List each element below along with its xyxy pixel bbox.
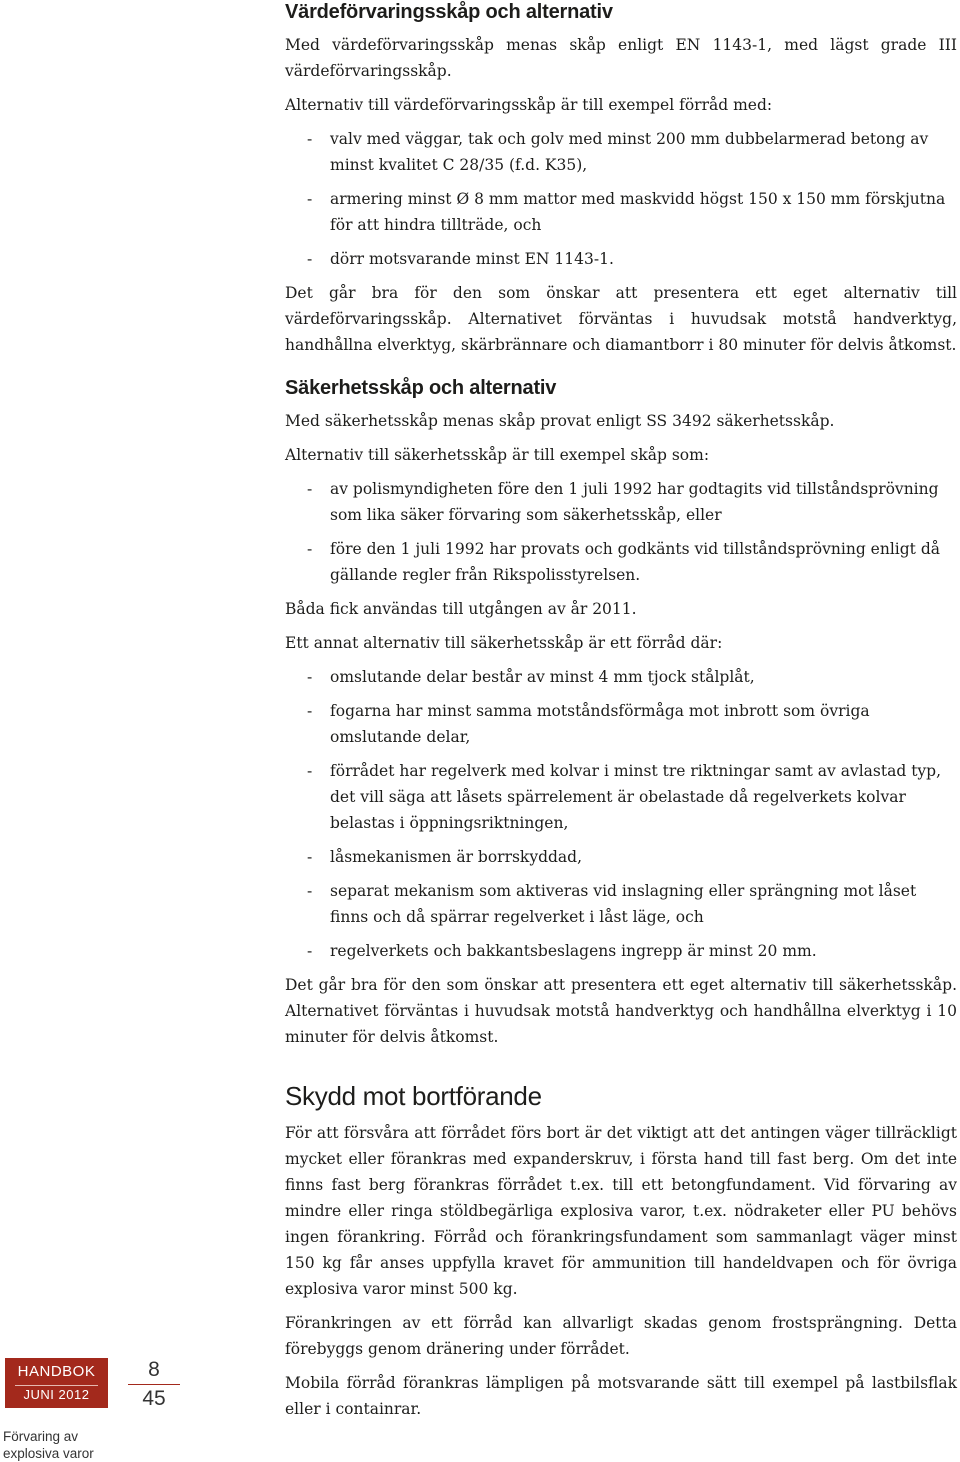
dash-marker: - (307, 540, 313, 558)
dash-marker: - (307, 190, 313, 208)
dash-marker: - (307, 882, 313, 900)
badge-divider (15, 1385, 98, 1386)
dash-marker: - (307, 848, 313, 866)
chapter-number: 8 (148, 1358, 160, 1381)
list-item: - dörr motsvarande minst EN 1143-1. (285, 246, 957, 272)
dash-marker: - (307, 702, 313, 720)
dash-marker: - (307, 668, 313, 686)
list-item: - förrådet har regelverk med kolvar i minst tre riktningar samt av avlastad typ, det vill säga att låsets spärrelement är obelastade då regelverkets kolvar belastas i öppningsriktningen, (285, 758, 957, 836)
list-item: - omslutande delar består av minst 4 mm tjock stålplåt, (285, 664, 957, 690)
heading-sakerhetsskap: Säkerhetsskåp och alternativ (285, 377, 557, 399)
paragraph: Alternativ till säkerhetsskåp är till exempel skåp som: (285, 446, 710, 464)
page-content (285, 0, 957, 1430)
page-number: 45 (142, 1387, 166, 1410)
list-sakerhetsskap-1 (285, 476, 957, 588)
paragraph: Det går bra för den som önskar att presentera ett eget alternativ till säkerhetsskåp. Alternativet förväntas i huvudsak motstå handverktyg och handhållna elverktyg i 10 minuter för delvis åtkomst. (285, 976, 957, 1046)
page-number-divider (128, 1384, 180, 1385)
badge-date: JUNI 2012 (23, 1387, 90, 1402)
list-item: - separat mekanism som aktiveras vid inslagning eller sprängning mot låset finns och då spärrar regelverket i låst läge, och (285, 878, 957, 930)
paragraph: Ett annat alternativ till säkerhetsskåp är ett förråd där: (285, 634, 723, 652)
list-item: - fogarna har minst samma motståndsförmåga mot inbrott som övriga omslutande delar, (285, 698, 957, 750)
badge-title: HANDBOK (17, 1363, 96, 1380)
list-item: - av polismyndigheten före den 1 juli 1992 har godtagits vid tillståndsprövning som lika säker förvaring som säkerhetsskåp, eller (285, 476, 957, 528)
list-item: - före den 1 juli 1992 har provats och godkänts vid tillståndsprövning enligt då gällande regler från Rikspolisstyrelsen. (285, 536, 957, 588)
dash-marker: - (307, 130, 313, 148)
handbok-badge (5, 1358, 108, 1408)
paragraph: För att försvåra att förrådet förs bort är det viktigt att det antingen väger tillräckligt mycket eller förankras med expanderskruv, i första hand till fast berg. Om det inte finns fast berg förankras förrådet t.ex. till ett betongfundament. Vid förvaring av mindre eller ringa stöldbegärliga explosiva varor, t.ex. nödraketer eller PU behövs ingen förankring. Förråd och förankringsfundament som sammanlagt väger minst 150 kg får anses uppfylla kravet för ammunition till handeldvapen och för övriga explosiva varor minst 500 kg. (285, 1124, 957, 1298)
list-item: - armering minst Ø 8 mm mattor med maskvidd högst 150 x 150 mm förskjutna för att hindra tillträde, och (285, 186, 957, 238)
heading-skydd-mot-bortforande: Skydd mot bortförande (285, 1081, 542, 1111)
dash-marker: - (307, 480, 313, 498)
page-footer-sidebar (0, 1358, 200, 1462)
list-item: - valv med väggar, tak och golv med minst 200 mm dubbelarmerad betong av minst kvalitet C 28/35 (f.d. K35), (285, 126, 957, 178)
page-number-block (128, 1358, 180, 1411)
paragraph: Med värdeförvaringsskåp menas skåp enligt EN 1143-1, med lägst grade III värdeförvaringsskåp. (285, 36, 957, 80)
document-title: Förvaring av explosiva varor (3, 1429, 94, 1461)
paragraph: Mobila förråd förankras lämpligen på motsvarande sätt till exempel på lastbilsflak eller i containrar. (285, 1374, 957, 1418)
heading-vardeforvaringsskap: Värdeförvaringsskåp och alternativ (285, 1, 613, 23)
list-item: - regelverkets och bakkantsbeslagens ingrepp är minst 20 mm. (285, 938, 957, 964)
dash-marker: - (307, 250, 313, 268)
paragraph: Alternativ till värdeförvaringsskåp är till exempel förråd med: (285, 96, 773, 114)
dash-marker: - (307, 942, 313, 960)
paragraph: Förankringen av ett förråd kan allvarligt skadas genom frostsprängning. Detta förebyggs genom dränering under förrådet. (285, 1314, 957, 1358)
paragraph: Båda fick användas till utgången av år 2011. (285, 600, 637, 618)
paragraph: Det går bra för den som önskar att presentera ett eget alternativ till värdeförvaringsskåp. Alternativet förväntas i huvudsak motstå handverktyg, handhållna elverktyg, skärbrännare och diamantborr i 80 minuter för delvis åtkomst. (285, 284, 957, 354)
paragraph: Med säkerhetsskåp menas skåp provat enligt SS 3492 säkerhetsskåp. (285, 412, 835, 430)
dash-marker: - (307, 762, 313, 780)
list-vardeforvaring (285, 126, 957, 272)
list-sakerhetsskap-2 (285, 664, 957, 964)
list-item: - låsmekanismen är borrskyddad, (285, 844, 957, 870)
